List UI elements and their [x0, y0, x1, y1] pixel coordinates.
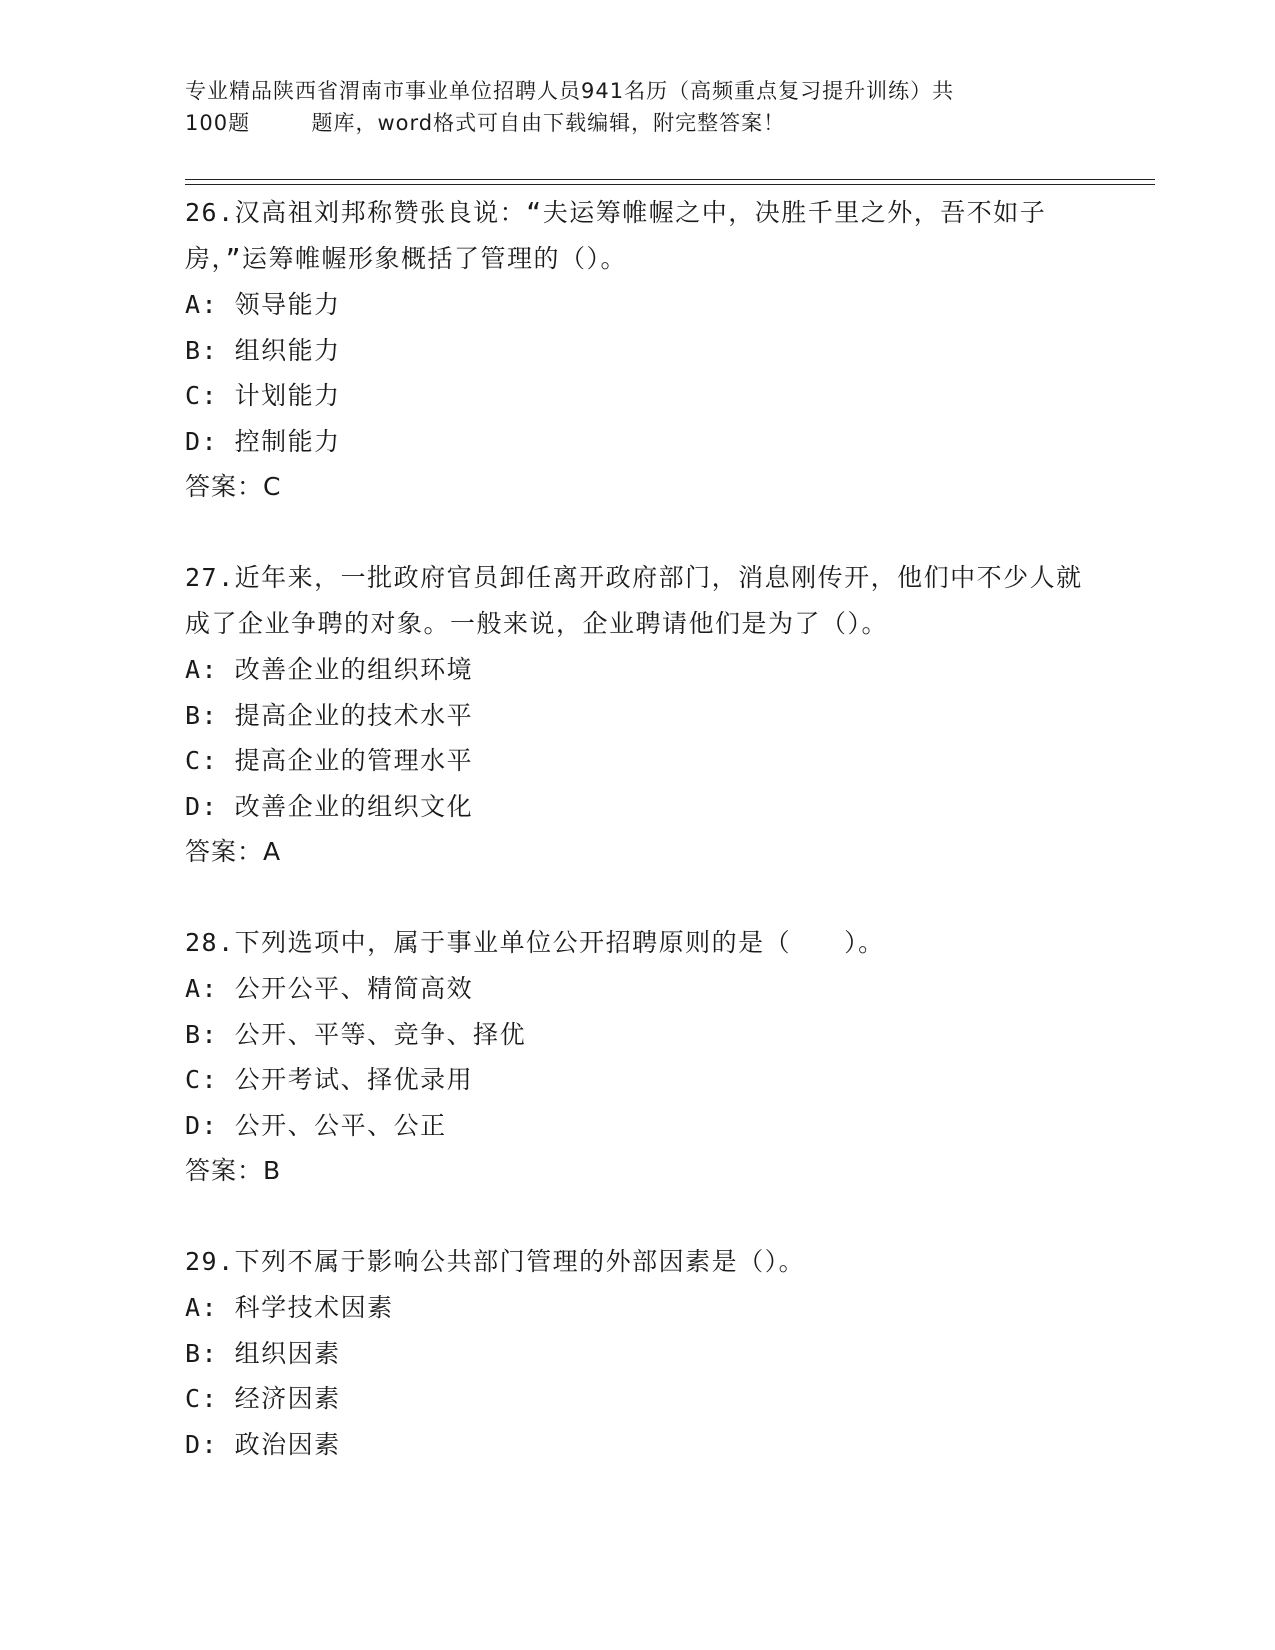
- option-b: B: 公开、平等、竞争、择优: [185, 1019, 527, 1049]
- document-header: [185, 75, 1065, 139]
- question-27: [185, 555, 1085, 874]
- question-list: [185, 190, 1085, 1467]
- option-a: A: 改善企业的组织环境: [185, 655, 474, 684]
- option-a: A: 领导能力: [185, 290, 341, 319]
- option-d: D: 控制能力: [185, 426, 341, 456]
- option-b: B: 提高企业的技术水平: [185, 700, 474, 730]
- question-spacer: [185, 509, 1085, 555]
- question-stem: 27.近年来，一批政府官员卸任离开政府部门，消息刚传开，他们中不少人就成了企业争聘的对象。一般来说，企业聘请他们是为了（）。: [185, 563, 1083, 638]
- answer-line: 答案：B: [185, 1156, 282, 1185]
- question-stem: 29.下列不属于影响公共部门管理的外部因素是（）。: [185, 1247, 806, 1276]
- question-stem: 26.汉高祖刘邦称赞张良说：“夫运筹帷幄之中，决胜千里之外，吾不如子房，”运筹帷幄形象概括了管理的（）。: [185, 198, 1047, 273]
- question-26: [185, 190, 1085, 509]
- question-spacer: [185, 874, 1085, 920]
- header-divider-bottom: [185, 184, 1155, 185]
- option-b: B: 组织能力: [185, 335, 341, 365]
- question-29: [185, 1239, 1085, 1467]
- question-stem: 28.下列选项中，属于事业单位公开招聘原则的是（ ）。: [185, 928, 885, 957]
- header-divider-top: [185, 179, 1155, 180]
- option-c: C: 提高企业的管理水平: [185, 746, 474, 775]
- question-28: [185, 920, 1085, 1193]
- option-a: A: 公开公平、精简高效: [185, 974, 474, 1003]
- option-c: C: 计划能力: [185, 381, 341, 410]
- option-d: D: 公开、公平、公正: [185, 1110, 447, 1140]
- option-c: C: 经济因素: [185, 1384, 341, 1413]
- answer-line: 答案：A: [185, 837, 282, 866]
- option-d: D: 政治因素: [185, 1429, 341, 1459]
- answer-line: 答案：C: [185, 472, 282, 501]
- option-a: A: 科学技术因素: [185, 1293, 394, 1322]
- question-spacer: [185, 1193, 1085, 1239]
- option-b: B: 组织因素: [185, 1338, 341, 1368]
- option-c: C: 公开考试、择优录用: [185, 1065, 474, 1094]
- option-d: D: 改善企业的组织文化: [185, 791, 474, 821]
- header-title-line-1: 专业精品陕西省渭南市事业单位招聘人员941名历（高频重点复习提升训练）共: [185, 79, 955, 103]
- header-title-line-2: 100题 题库，word格式可自由下载编辑，附完整答案！: [185, 111, 786, 135]
